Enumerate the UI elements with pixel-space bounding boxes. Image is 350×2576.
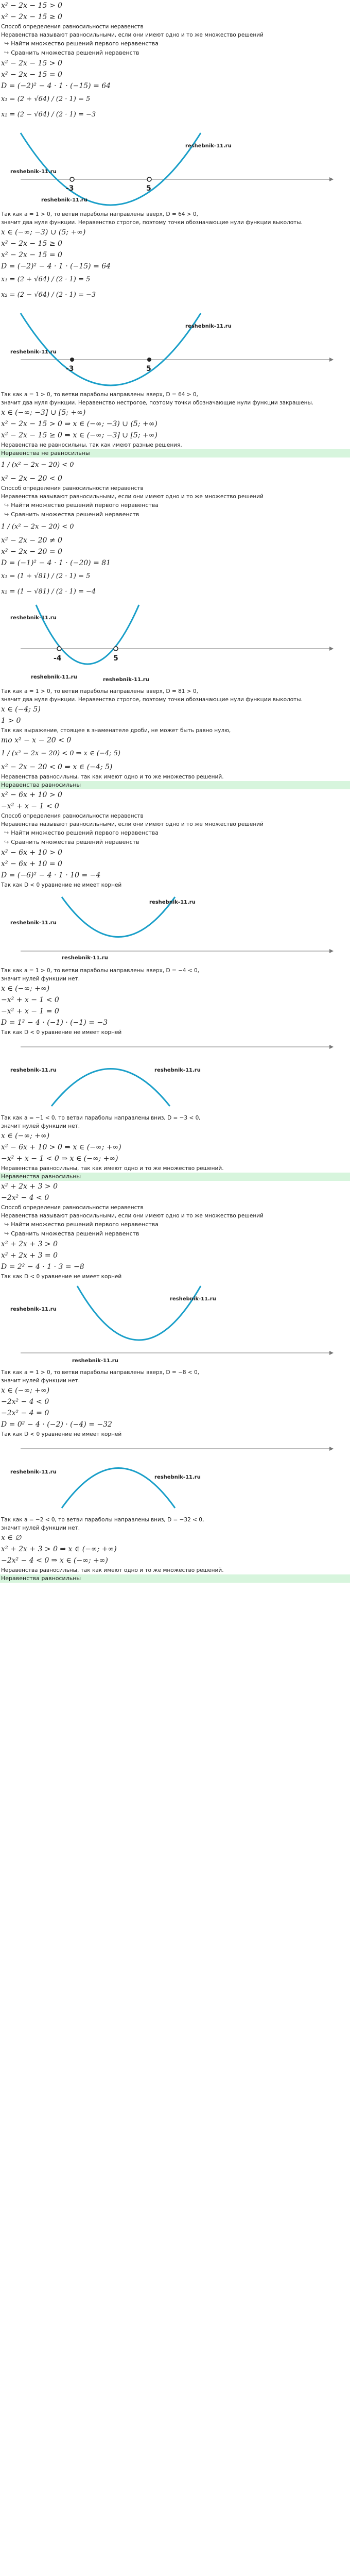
solution-set: x ∈ (−4; 5) — [1, 705, 41, 714]
conclusion-text: Неравенства равносильны, так как имеют одно и то же множество решений. — [1, 774, 224, 780]
method-definition: Неравенства называют равносильными, если они имеют одно и то же множество решений — [1, 1213, 264, 1219]
watermark: reshebnik-11.ru — [31, 674, 77, 680]
watermark: reshebnik-11.ru — [185, 143, 232, 149]
root-line: x₂ = (2 − √64) / (2 · 1) = −3 — [1, 111, 96, 118]
root-label: -3 — [66, 184, 74, 193]
work-line: x² − 6x + 10 > 0 — [1, 849, 62, 857]
axis-arrow-icon — [329, 647, 334, 651]
discriminant-line: D = 1² − 4 · (−1) · (−1) = −3 — [1, 1019, 108, 1027]
work-line: −x² + x − 1 = 0 — [1, 1007, 59, 1015]
solution-set: x ∈ (−∞; +∞) — [1, 985, 50, 993]
analysis-line: значит нулей функции нет. — [1, 1378, 80, 1384]
comparison-line: −x² + x − 1 < 0 ⇒ x ∈ (−∞; +∞) — [1, 1155, 118, 1163]
watermark: reshebnik-11.ru — [154, 1067, 201, 1073]
root-point — [147, 358, 151, 362]
watermark: reshebnik-11.ru — [154, 1475, 201, 1480]
work-line: x² − 2x − 15 ≥ 0 — [1, 240, 62, 248]
solution-set: x ∈ (−∞; +∞) — [1, 1132, 50, 1140]
work-line: x² − 2x − 20 = 0 — [1, 548, 62, 556]
method-title: Способ определения равносильности неравенств — [1, 485, 144, 492]
solution-set: x ∈ ∅ — [1, 1534, 22, 1542]
root-line: x₁ = (2 + √64) / (2 · 1) = 5 — [1, 95, 91, 103]
method-definition: Неравенства называют равносильными, если они имеют одно и то же множество решений — [1, 32, 264, 38]
analysis-line: значит нулей функции нет. — [1, 1123, 80, 1129]
axis-arrow-icon — [329, 1447, 334, 1451]
method-definition: Неравенства называют равносильными, если они имеют одно и то же множество решений — [1, 494, 264, 500]
work-line: x² + 2x + 3 > 0 — [1, 1240, 58, 1248]
root-line: x₁ = (2 + √64) / (2 · 1) = 5 — [1, 276, 91, 283]
root-label: 5 — [113, 654, 118, 663]
watermark: reshebnik-11.ru — [10, 1067, 57, 1073]
analysis-line: Так как a = 1 > 0, то ветви параболы направлены вверх, D = 81 > 0, — [1, 688, 198, 694]
method-title: Способ определения равносильности неравенств — [1, 1205, 144, 1211]
root-line: x₁ = (1 + √81) / (2 · 1) = 5 — [1, 572, 91, 580]
analysis-line: значит два нуля функции. Неравенство нестрогое, поэтому точки обозначающие нули функции закрашены. — [1, 400, 314, 406]
discriminant-line: D = (−2)² − 4 · 1 · (−15) = 64 — [1, 262, 111, 270]
root-label: 5 — [146, 365, 151, 373]
step-find-solutions: ↪ Найти множество решений первого неравенства — [0, 39, 350, 48]
work-line: −2x² − 4 = 0 — [1, 1409, 49, 1417]
answer-band: Неравенства равносильны — [0, 1574, 350, 1583]
watermark: reshebnik-11.ru — [72, 1358, 118, 1364]
inequality-2: −2x² − 4 < 0 — [1, 1194, 49, 1202]
work-line: x² + 2x + 3 = 0 — [1, 1251, 58, 1260]
discriminant-line: D = (−1)² − 4 · 1 · (−20) = 81 — [1, 559, 111, 567]
graph-svg — [0, 1037, 350, 1114]
graph-svg — [0, 1281, 350, 1368]
inequality-1: x² − 2x − 15 > 0 — [1, 2, 62, 10]
root-label: 5 — [146, 184, 151, 193]
method-definition: Неравенства называют равносильными, если они имеют одно и то же множество решений — [1, 821, 264, 827]
root-point — [147, 177, 151, 181]
solution-set: x ∈ (−∞; −3) ∪ (5; +∞) — [1, 228, 86, 236]
inequality-1: x² − 6x + 10 > 0 — [1, 791, 62, 799]
inequality-2: x² − 2x − 20 < 0 — [1, 474, 62, 483]
discriminant-line: D = (−2)² − 4 · 1 · (−15) = 64 — [1, 82, 111, 90]
comparison-line: x² + 2x + 3 > 0 ⇒ x ∈ (−∞; +∞) — [1, 1545, 117, 1553]
axis-arrow-icon — [329, 1045, 334, 1049]
parabola-graph-6 — [0, 1281, 350, 1368]
solution-set: x ∈ (−∞; −3] ∪ [5; +∞) — [1, 409, 86, 417]
answer-band: Неравенства не равносильны — [0, 449, 350, 457]
comparison-line: x² − 2x − 15 > 0 ⇒ x ∈ (−∞; −3) ∪ (5; +∞) — [1, 420, 157, 428]
inequality-2: x² − 2x − 15 ≥ 0 — [1, 13, 62, 21]
analysis-line: Так как a = −2 < 0, то ветви параболы направлены вниз, D = −32 < 0, — [1, 1517, 204, 1523]
analysis-line: Так как a = −1 < 0, то ветви параболы направлены вниз, D = −3 < 0, — [1, 1115, 201, 1121]
graph-svg — [0, 303, 350, 391]
discriminant-line: D = 0² − 4 · (−2) · (−4) = −32 — [1, 1420, 112, 1429]
work-line: x² − 2x − 15 = 0 — [1, 251, 62, 259]
conclusion-text: Неравенства равносильны, так как имеют одно и то же множество решений. — [1, 1567, 224, 1573]
comparison-line: 1 / (x² − 2x − 20) < 0 ⇒ x ∈ (−4; 5) — [1, 750, 120, 757]
comparison-line: x² − 2x − 20 < 0 ⇒ x ∈ (−4; 5) — [1, 763, 113, 771]
conclusion-text: Неравенства равносильны, так как имеют одно и то же множество решений. — [1, 1165, 224, 1172]
analysis-line: значит два нуля функции. Неравенство строгое, поэтому точки обозначающие нули функции выколоты. — [1, 697, 303, 703]
axis-arrow-icon — [329, 358, 334, 362]
watermark: reshebnik-11.ru — [41, 197, 87, 203]
method-title: Способ определения равносильности неравенств — [1, 813, 144, 819]
watermark: reshebnik-11.ru — [10, 1469, 57, 1475]
discriminant-line: D = (−6)² − 4 · 1 · 10 = −4 — [1, 871, 101, 879]
analysis-line: Так как a = 1 > 0, то ветви параболы направлены вверх, D = 64 > 0, — [1, 392, 198, 398]
step-compare-solutions: ↪ Сравнить множества решений неравенств — [0, 510, 350, 519]
watermark: reshebnik-11.ru — [149, 900, 196, 905]
parabola-graph-7 — [0, 1438, 350, 1516]
axis-arrow-icon — [329, 177, 334, 181]
parabola-curve — [77, 1286, 201, 1340]
parabola-graph-3 — [0, 600, 350, 687]
work-line: −2x² − 4 < 0 — [1, 1398, 49, 1406]
analysis-line: значит два нуля функции. Неравенство строгое, поэтому точки обозначающие нули функции выколоты. — [1, 219, 303, 226]
axis-arrow-icon — [329, 949, 334, 953]
parabola-curve — [36, 605, 139, 664]
analysis-line: Так как D < 0 уравнение не имеет корней — [1, 1274, 122, 1280]
root-point — [114, 647, 118, 651]
analysis-line: Так как выражение, стоящее в знаменателе дроби, не может быть равно нулю, — [1, 727, 231, 734]
root-label: -4 — [54, 654, 62, 663]
step-find-solutions: ↪ Найти множество решений первого неравенства — [0, 828, 350, 838]
answer-band: Неравенства равносильны — [0, 781, 350, 789]
analysis-line: Так как a = 1 > 0, то ветви параболы направлены вверх, D = −4 < 0, — [1, 968, 200, 974]
watermark: reshebnik-11.ru — [185, 324, 232, 329]
work-line: 1 > 0 — [1, 717, 21, 725]
method-title: Способ определения равносильности неравенств — [1, 24, 144, 30]
watermark: reshebnik-11.ru — [10, 615, 57, 621]
analysis-line: значит нулей функции нет. — [1, 976, 80, 982]
step-compare-solutions: ↪ Сравнить множества решений неравенств — [0, 48, 350, 58]
root-line: x₂ = (1 − √81) / (2 · 1) = −4 — [1, 588, 96, 596]
analysis-line: Так как D < 0 уравнение не имеет корней — [1, 1029, 122, 1036]
comparison-line: x² − 2x − 15 ≥ 0 ⇒ x ∈ (−∞; −3] ∪ [5; +∞) — [1, 431, 157, 439]
work-line: 1 / (x² − 2x − 20) < 0 — [1, 523, 74, 531]
step-compare-solutions: ↪ Сравнить множества решений неравенств — [0, 1229, 350, 1239]
work-line: x² − 6x + 10 = 0 — [1, 860, 62, 868]
work-line: то x² − x − 20 < 0 — [1, 736, 72, 744]
work-line: x² − 2x − 15 = 0 — [1, 71, 62, 79]
watermark: reshebnik-11.ru — [10, 920, 57, 926]
comparison-line: −2x² − 4 < 0 ⇒ x ∈ (−∞; +∞) — [1, 1556, 108, 1565]
work-line: x² − 2x − 20 ≠ 0 — [1, 536, 62, 545]
step-find-solutions: ↪ Найти множество решений первого неравенства — [0, 1220, 350, 1229]
analysis-line: Так как D < 0 уравнение не имеет корней — [1, 882, 122, 888]
root-line: x₂ = (2 − √64) / (2 · 1) = −3 — [1, 291, 96, 299]
watermark: reshebnik-11.ru — [10, 349, 57, 355]
work-line: x² − 2x − 15 > 0 — [1, 59, 62, 67]
root-point — [57, 647, 61, 651]
analysis-line: Так как a = 1 > 0, то ветви параболы направлены вверх, D = −8 < 0, — [1, 1369, 200, 1376]
parabola-graph-2 — [0, 303, 350, 391]
analysis-line: Так как a = 1 > 0, то ветви параболы направлены вверх, D = 64 > 0, — [1, 211, 198, 217]
step-find-solutions: ↪ Найти множество решений первого неравенства — [0, 501, 350, 510]
parabola-graph-1 — [0, 123, 350, 210]
analysis-line: значит нулей функции нет. — [1, 1525, 80, 1531]
axis-arrow-icon — [329, 1351, 334, 1355]
step-compare-solutions: ↪ Сравнить множества решений неравенств — [0, 838, 350, 847]
analysis-line: Так как D < 0 уравнение не имеет корней — [1, 1431, 122, 1437]
comparison-line: x² − 6x + 10 > 0 ⇒ x ∈ (−∞; +∞) — [1, 1143, 121, 1151]
watermark: reshebnik-11.ru — [62, 955, 108, 961]
work-line: −x² + x − 1 < 0 — [1, 996, 59, 1004]
watermark: reshebnik-11.ru — [10, 1307, 57, 1312]
discriminant-line: D = 2² − 4 · 1 · 3 = −8 — [1, 1263, 84, 1271]
watermark: reshebnik-11.ru — [10, 169, 57, 175]
parabola-graph-5 — [0, 1037, 350, 1114]
parabola-graph-4 — [0, 889, 350, 967]
root-label: -3 — [66, 365, 74, 373]
watermark: reshebnik-11.ru — [103, 677, 149, 683]
inequality-1: x² + 2x + 3 > 0 — [1, 1182, 58, 1191]
answer-band: Неравенства равносильны — [0, 1173, 350, 1181]
watermark: reshebnik-11.ru — [170, 1296, 216, 1302]
inequality-2: −x² + x − 1 < 0 — [1, 802, 59, 810]
root-point — [70, 358, 74, 362]
root-point — [70, 177, 74, 181]
conclusion-text: Неравенства не равносильны, так как имеют разные решения. — [1, 442, 182, 448]
solution-set: x ∈ (−∞; +∞) — [1, 1386, 50, 1395]
inequality-1: 1 / (x² − 2x − 20) < 0 — [1, 461, 74, 469]
parabola-curve — [51, 1069, 170, 1107]
